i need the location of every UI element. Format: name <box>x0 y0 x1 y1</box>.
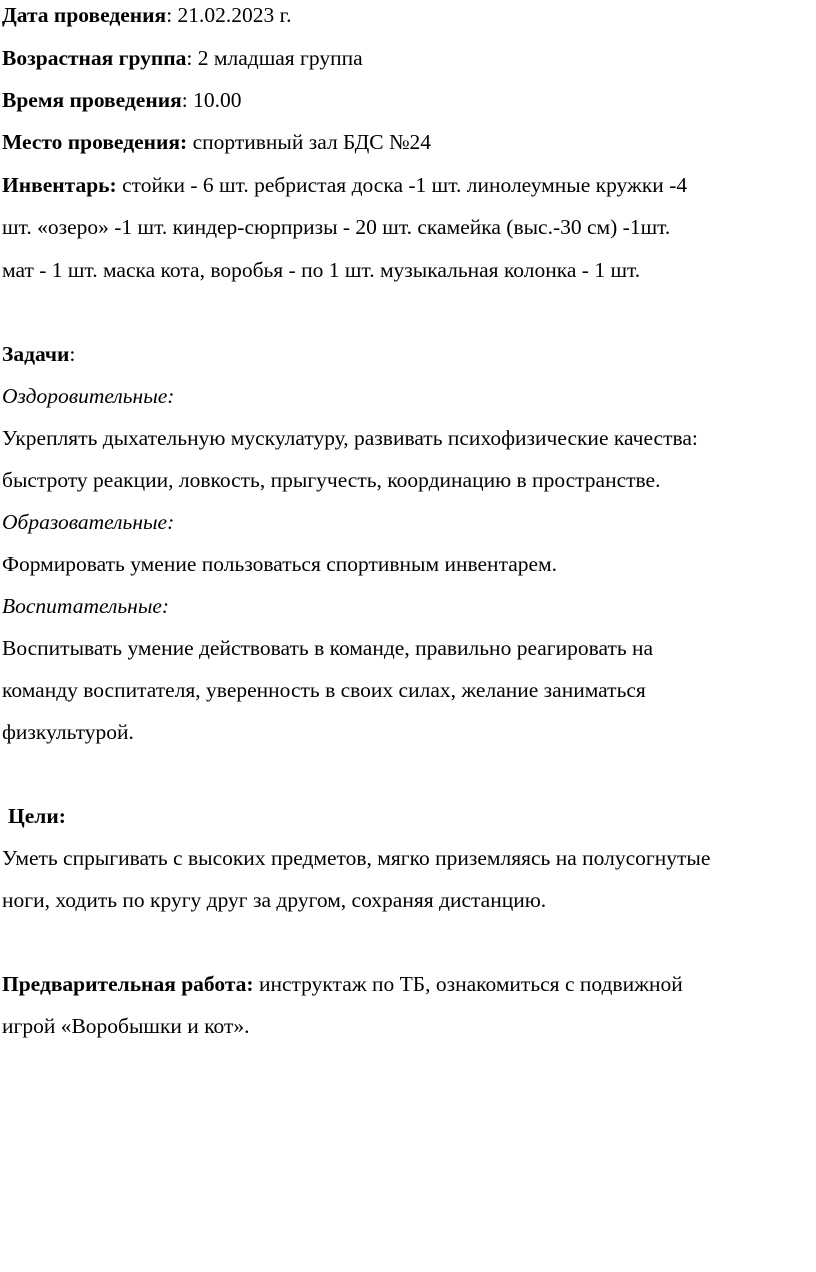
inventory-line-2: шт. «озеро» -1 шт. киндер-сюрпризы - 20 шт. скамейка (выс.-30 см) -1шт. <box>2 215 671 239</box>
goals-heading: Цели: <box>8 804 66 828</box>
date-value: : 21.02.2023 г. <box>166 3 292 27</box>
health-tasks-line-1: Укреплять дыхательную мускулатуру, развивать психофизические качества: <box>2 426 698 450</box>
time-line <box>2 86 241 114</box>
prep-work-label: Предварительная работа: <box>2 972 254 996</box>
goals-line-1: Уметь спрыгивать с высоких предметов, мягко приземляясь на полусогнутые <box>2 846 711 870</box>
inventory-label: Инвентарь: <box>2 173 117 197</box>
date-line <box>2 1 291 29</box>
prep-work-text-1: инструктаж по ТБ, ознакомиться с подвижной <box>253 972 683 996</box>
time-value: : 10.00 <box>181 88 242 112</box>
upbringing-tasks-label: Воспитательные: <box>2 594 170 618</box>
time-label: Время проведения <box>2 88 182 112</box>
upbringing-tasks-line-2: команду воспитателя, уверенность в своих силах, желание заниматься <box>2 678 646 702</box>
age-group-label: Возрастная группа <box>2 46 187 70</box>
upbringing-tasks-line-1: Воспитывать умение действовать в команде, правильно реагировать на <box>2 636 654 660</box>
date-label: Дата проведения <box>2 3 167 27</box>
place-value: спортивный зал БДС №24 <box>187 130 431 154</box>
tasks-heading-text: Задачи <box>2 342 70 366</box>
place-label: Место проведения: <box>2 130 188 154</box>
age-group-line <box>2 44 363 72</box>
upbringing-tasks-line-3: физкультурой. <box>2 720 134 744</box>
prep-work-line-1 <box>2 970 683 998</box>
inventory-text-1: стойки - 6 шт. ребристая доска -1 шт. линолеумные кружки -4 <box>116 173 688 197</box>
inventory-line-3: мат - 1 шт. маска кота, воробья - по 1 шт. музыкальная колонка - 1 шт. <box>2 258 641 282</box>
place-line <box>2 128 431 156</box>
goals-line-2: ноги, ходить по кругу друг за другом, сохраняя дистанцию. <box>2 888 547 912</box>
health-tasks-line-2: быстроту реакции, ловкость, прыгучесть, координацию в пространстве. <box>2 468 661 492</box>
tasks-heading-colon: : <box>69 342 76 366</box>
health-tasks-label: Оздоровительные: <box>2 384 175 408</box>
inventory-line-1 <box>2 171 687 199</box>
age-group-value: : 2 младшая группа <box>186 46 363 70</box>
edu-tasks-label: Образовательные: <box>2 510 175 534</box>
edu-tasks-line-1: Формировать умение пользоваться спортивным инвентарем. <box>2 552 558 576</box>
tasks-heading <box>2 340 75 368</box>
prep-work-line-2: игрой «Воробышки и кот». <box>2 1014 250 1038</box>
